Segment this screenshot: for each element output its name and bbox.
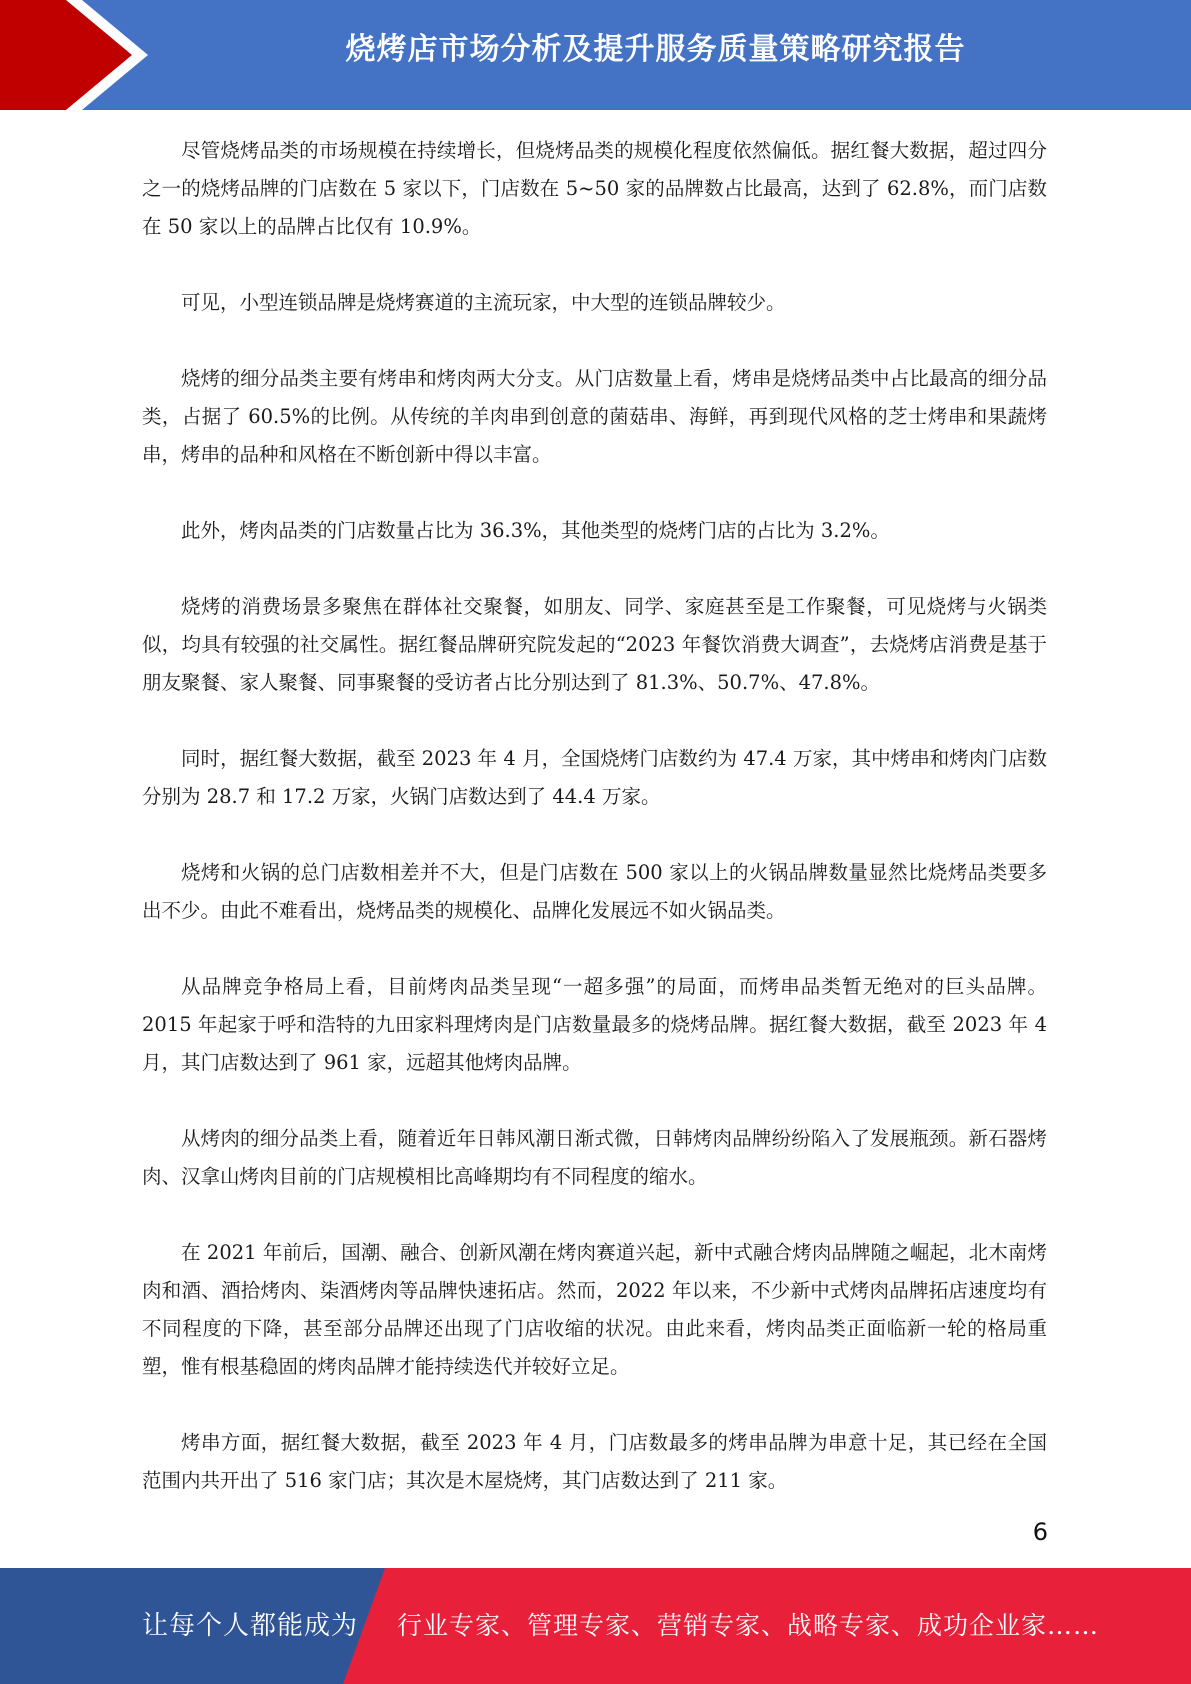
header-arrow-decoration <box>0 0 160 110</box>
page-number: 6 <box>1032 1518 1048 1546</box>
footer-band <box>0 1568 1191 1684</box>
paragraph: 烤串方面，据红餐大数据，截至 2023 年 4 月，门店数最多的烤串品牌为串意十足，其已经在全国范围内共开出了 516 家门店；其次是木屋烧烤，其门店数达到了 211 家。 <box>142 1431 1047 1492</box>
paragraph: 尽管烧烤品类的市场规模在持续增长，但烧烤品类的规模化程度依然偏低。据红餐大数据，超过四分之一的烧烤品牌的门店数在 5 家以下，门店数在 5~50 家的品牌数占比最高，达到了 62.8%，而门店数在 50 家以上的品牌占比仅有 10.9%。 <box>142 139 1047 238</box>
paragraph: 烧烤和火锅的总门店数相差并不大，但是门店数在 500 家以上的火锅品牌数量显然比烧烤品类要多出不少。由此不难看出，烧烤品类的规模化、品牌化发展远不如火锅品类。 <box>142 861 1047 922</box>
paragraph: 在 2021 年前后，国潮、融合、创新风潮在烤肉赛道兴起，新中式融合烤肉品牌随之崛起，北木南烤肉和酒、酒拾烤肉、柒酒烤肉等品牌快速拓店。然而，2022 年以来，不少新中式烤肉品牌拓店速度均有不同程度的下降，甚至部分品牌还出现了门店收缩的状况。由此来看，烤肉品类正面临新一轮的格局重塑，惟有根基稳固的烤肉品牌才能持续迭代并较好立足。 <box>142 1241 1047 1378</box>
paragraph: 烧烤的细分品类主要有烤串和烤肉两大分支。从门店数量上看，烤串是烧烤品类中占比最高的细分品类，占据了 60.5%的比例。从传统的羊肉串到创意的菌菇串、海鲜，再到现代风格的芝士烤串和果蔬烤串，烤串的品种和风格在不断创新中得以丰富。 <box>142 367 1047 466</box>
paragraph: 同时，据红餐大数据，截至 2023 年 4 月，全国烧烤门店数约为 47.4 万家，其中烤串和烤肉门店数分别为 28.7 和 17.2 万家，火锅门店数达到了 44.4 万家。 <box>142 747 1047 808</box>
article-body <box>142 132 1047 1538</box>
paragraph: 可见，小型连锁品牌是烧烤赛道的主流玩家，中大型的连锁品牌较少。 <box>181 291 786 314</box>
paragraph: 从烤肉的细分品类上看，随着近年日韩风潮日渐式微，日韩烤肉品牌纷纷陷入了发展瓶颈。新石器烤肉、汉拿山烤肉目前的门店规模相比高峰期均有不同程度的缩水。 <box>142 1127 1047 1188</box>
paragraph: 从品牌竞争格局上看，目前烤肉品类呈现“一超多强”的局面，而烤串品类暂无绝对的巨头品牌。2015 年起家于呼和浩特的九田家料理烤肉是门店数量最多的烧烤品牌。据红餐大数据，截至 2023 年 4 月，其门店数达到了 961 家，远超其他烤肉品牌。 <box>142 975 1047 1074</box>
footer-slogan-right: 行业专家、管理专家、营销专家、战略专家、成功企业家…… <box>397 1611 1100 1640</box>
paragraph: 此外，烤肉品类的门店数量占比为 36.3%，其他类型的烧烤门店的占比为 3.2%。 <box>181 519 890 542</box>
footer-slogan-left: 让每个人都能成为 <box>142 1611 359 1641</box>
header-band <box>0 0 1191 110</box>
paragraph: 烧烤的消费场景多聚焦在群体社交聚餐，如朋友、同学、家庭甚至是工作聚餐，可见烧烤与火锅类似，均具有较强的社交属性。据红餐品牌研究院发起的“2023 年餐饮消费大调查”，去烧烤店消费是基于朋友聚餐、家人聚餐、同事聚餐的受访者占比分别达到了 81.3%、50.7%、47.8%。 <box>142 595 1047 694</box>
report-title: 烧烤店市场分析及提升服务质量策略研究报告 <box>345 32 966 67</box>
